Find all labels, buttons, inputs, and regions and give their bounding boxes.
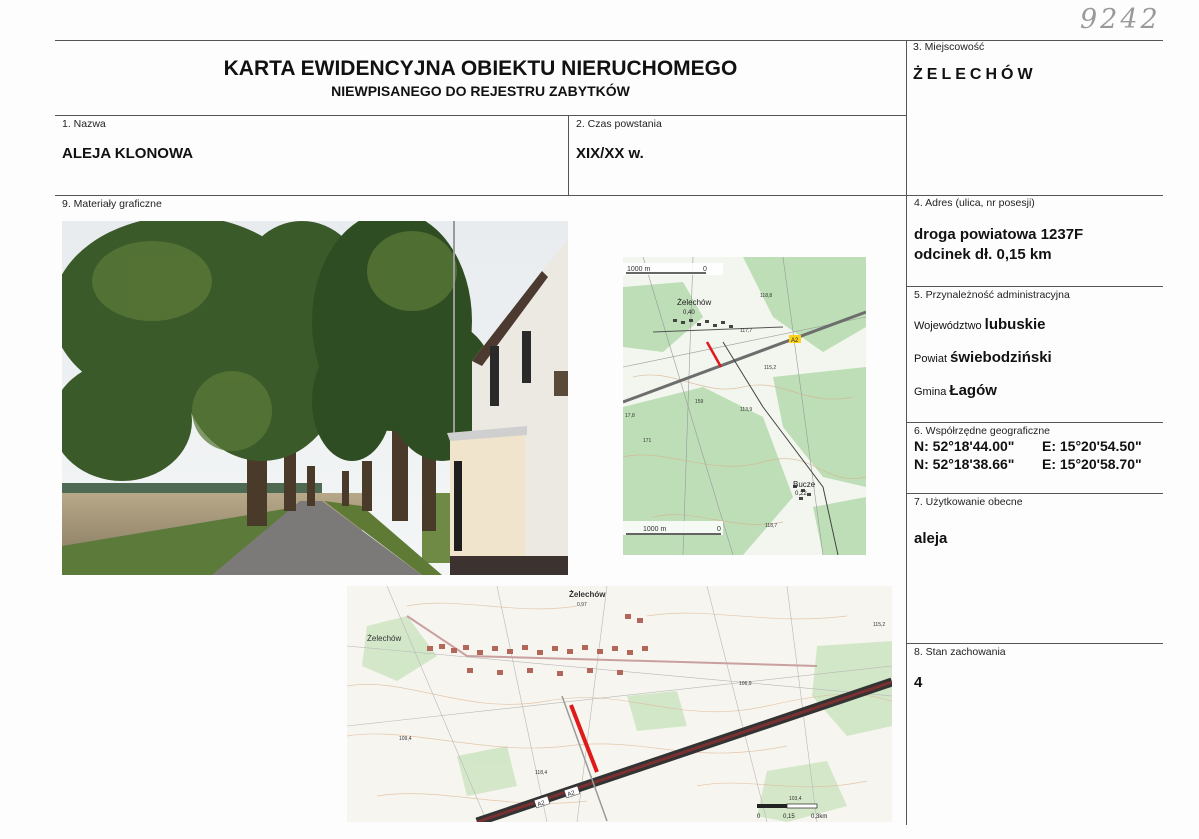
- large-map-height-3: 109,4: [399, 736, 412, 742]
- small-map-scale-bottom-zero: 0: [717, 526, 721, 533]
- large-map-height-4: 103,4: [789, 796, 802, 802]
- divider-stan: [906, 643, 1163, 644]
- adres-label: 4. Adres (ulica, nr posesji): [914, 197, 1035, 209]
- topographic-map-large: [347, 586, 892, 822]
- coords-row-1: [914, 438, 1142, 454]
- small-map-scale-bottom: 1000 m: [643, 526, 667, 533]
- powiat-row: [914, 349, 1052, 366]
- wojewodztwo-prefix: Województwo: [914, 320, 982, 332]
- coords-n-2: N: 52°18'38.66": [914, 456, 1015, 472]
- small-map-place1: Żelechów: [677, 298, 712, 307]
- miejscowosc-label: 3. Miejscowość: [913, 41, 985, 53]
- coords-row-2: [914, 456, 1142, 472]
- topographic-map-small: [623, 257, 866, 555]
- wojewodztwo-value: lubuskie: [984, 316, 1046, 333]
- large-map-height-1: 118,4: [535, 770, 548, 776]
- small-map-height-5: 159: [695, 399, 704, 405]
- powiat-prefix: Powiat: [914, 353, 948, 365]
- divider-main: [906, 40, 907, 825]
- small-map-height-2: 115,2: [764, 365, 777, 371]
- divider-col-czas: [568, 115, 569, 195]
- admin-label: 5. Przynależność administracyjna: [914, 289, 1070, 301]
- divider-header: [55, 115, 906, 116]
- coords-label: 6. Współrzędne geograficzne: [914, 425, 1050, 437]
- large-map-scale-1: 0,15: [783, 814, 795, 820]
- coords-e-1: E: 15°20'54.50": [1042, 438, 1142, 454]
- large-map-place-top-elev: 0,97: [577, 602, 587, 608]
- gmina-row: [914, 382, 997, 399]
- small-map-scale-top-zero: 0: [703, 266, 707, 273]
- large-map-road-1: A2: [536, 800, 546, 809]
- small-map-place2-elev: 0,22: [795, 491, 807, 497]
- small-map-road-label: A2: [791, 338, 799, 344]
- large-map-scale-0: 0: [757, 814, 761, 820]
- materialy-label: 9. Materiały graficzne: [62, 198, 162, 210]
- small-map-height-1: 117,7: [740, 328, 753, 334]
- border-top: [55, 40, 1163, 41]
- document-title: KARTA EWIDENCYJNA OBIEKTU NIERUCHOMEGO: [223, 57, 738, 80]
- small-map-place1-elev: 0,40: [683, 310, 695, 316]
- adres-line2: odcinek dł. 0,15 km: [914, 246, 1052, 263]
- large-map-place-top: Żelechów: [569, 590, 606, 599]
- small-map-height-0: 118,8: [760, 293, 773, 299]
- small-map-height-7: 17,8: [625, 413, 635, 419]
- wojewodztwo-row: [914, 316, 1046, 333]
- small-map-height-4: 118,7: [765, 523, 778, 529]
- nazwa-label: 1. Nazwa: [62, 118, 106, 130]
- divider-coords: [906, 422, 1163, 423]
- divider-admin: [906, 286, 1163, 287]
- divider-row1: [55, 195, 1163, 196]
- adres-line1: droga powiatowa 1237F: [914, 226, 1084, 243]
- stan-value: 4: [914, 674, 923, 691]
- uzytkowanie-label: 7. Użytkowanie obecne: [914, 496, 1023, 508]
- coords-n-1: N: 52°18'44.00": [914, 438, 1015, 454]
- nazwa-value: ALEJA KLONOWA: [62, 145, 194, 162]
- large-map-height-2: 115,2: [873, 622, 886, 628]
- czas-value: XIX/XX w.: [576, 145, 644, 162]
- large-map-place-left: Żelechów: [367, 634, 402, 643]
- uzytkowanie-value: aleja: [914, 530, 948, 547]
- coords-e-2: E: 15°20'58.70": [1042, 456, 1142, 472]
- large-map-height-0: 106,9: [739, 681, 752, 687]
- miejscowosc-value: ŻELECHÓW: [913, 66, 1037, 83]
- small-map-place2: Bucze: [793, 480, 816, 489]
- document-subtitle: NIEWPISANEGO DO REJESTRU ZABYTKÓW: [331, 83, 630, 99]
- gmina-prefix: Gmina: [914, 386, 947, 398]
- stan-label: 8. Stan zachowania: [914, 646, 1006, 658]
- small-map-height-3: 113,9: [740, 407, 753, 413]
- large-map-road-2: A2: [566, 790, 576, 799]
- czas-label: 2. Czas powstania: [576, 118, 662, 130]
- gmina-value: Łagów: [949, 382, 997, 399]
- small-map-height-6: 171: [643, 438, 652, 444]
- divider-uzytkowanie: [906, 493, 1163, 494]
- large-map-scale-2: 0,3km: [811, 814, 828, 820]
- alley-photo: [62, 221, 568, 575]
- small-map-scale-top: 1000 m: [627, 266, 651, 273]
- handwritten-number: 9242: [1080, 4, 1161, 35]
- powiat-value: świebodziński: [950, 349, 1052, 366]
